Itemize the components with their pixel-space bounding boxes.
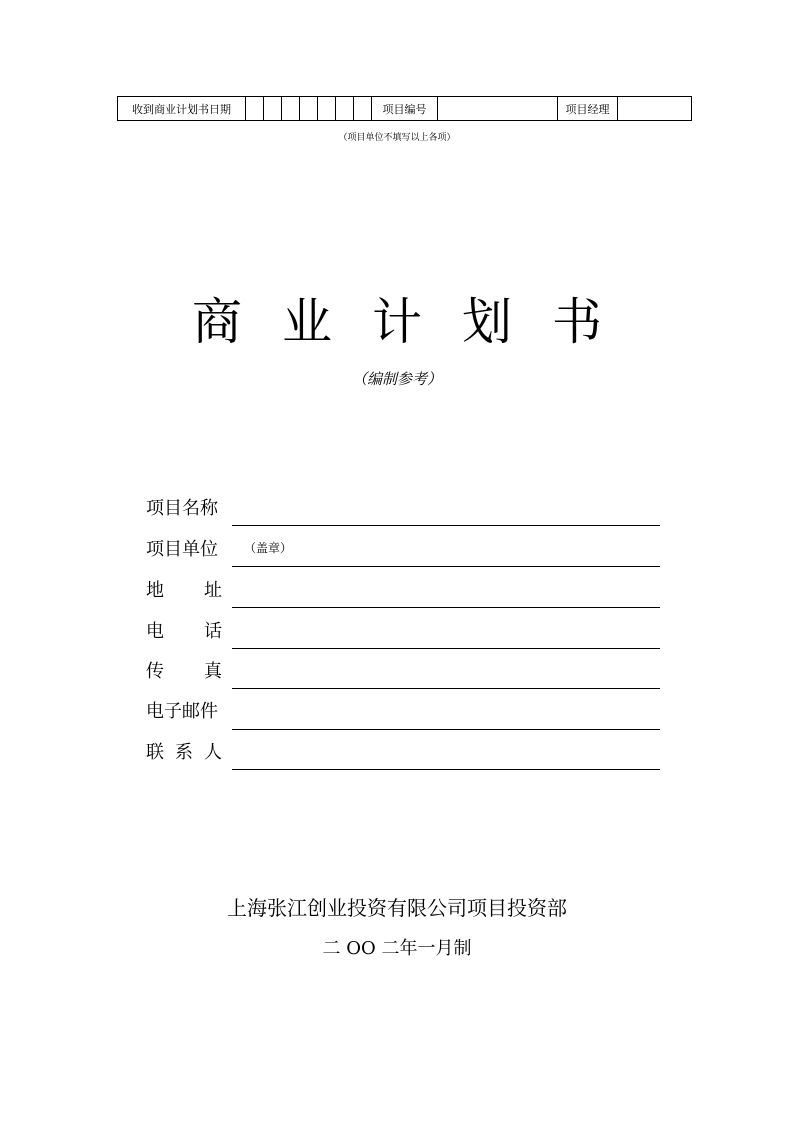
project-manager-label: 项目经理 — [558, 97, 618, 121]
phone-line[interactable] — [232, 648, 660, 649]
project-manager-value[interactable] — [618, 97, 692, 121]
fax-line[interactable] — [232, 688, 660, 689]
project-unit-label — [146, 535, 222, 561]
header-note: （项目单位不填写以上各项） — [338, 133, 456, 143]
project-unit-line[interactable] — [232, 566, 660, 567]
received-date-cell-1[interactable] — [246, 97, 264, 121]
address-label-char-2: 址 — [204, 580, 222, 601]
organization-name: 上海张江创业投资有限公司项目投资部 — [227, 896, 567, 920]
received-date-cell-3[interactable] — [282, 97, 300, 121]
phone-label — [146, 617, 222, 643]
received-date-cell-4[interactable] — [300, 97, 318, 121]
contact-label-char-2: 系 — [175, 742, 193, 763]
address-line[interactable] — [232, 607, 660, 608]
received-date-cell-6[interactable] — [336, 97, 354, 121]
phone-label-char-2: 话 — [204, 621, 222, 642]
contact-label — [146, 738, 222, 764]
email-label — [146, 697, 222, 723]
project-name-label-text: 项目名称 — [146, 498, 218, 519]
contact-label-char-3: 人 — [204, 742, 222, 763]
email-label-text: 电子邮件 — [146, 701, 218, 722]
document-title: 商业计划书 — [192, 293, 642, 351]
email-line[interactable] — [232, 729, 660, 730]
project-unit-label-text: 项目单位 — [146, 539, 218, 560]
fax-label — [146, 657, 222, 683]
contact-label-char-1: 联 — [146, 742, 164, 763]
address-label — [146, 576, 222, 602]
received-date-label: 收到商业计划书日期 — [118, 97, 246, 121]
received-date-cell-2[interactable] — [264, 97, 282, 121]
address-label-char-1: 地 — [146, 580, 164, 601]
header-info-table — [117, 96, 692, 121]
received-date-cell-7[interactable] — [354, 97, 372, 121]
phone-label-char-1: 电 — [146, 621, 164, 642]
fax-label-char-2: 真 — [204, 661, 222, 682]
seal-note: （盖章） — [244, 541, 293, 555]
project-number-label: 项目编号 — [372, 97, 438, 121]
document-subtitle: （编制参考） — [351, 370, 442, 388]
project-name-line[interactable] — [232, 525, 660, 526]
header-info-row — [118, 97, 692, 121]
project-name-label — [146, 494, 222, 520]
fax-label-char-1: 传 — [146, 661, 164, 682]
contact-line[interactable] — [232, 769, 660, 770]
issue-date: 二 OO 二年一月制 — [322, 938, 472, 959]
project-number-value[interactable] — [438, 97, 558, 121]
received-date-cell-5[interactable] — [318, 97, 336, 121]
